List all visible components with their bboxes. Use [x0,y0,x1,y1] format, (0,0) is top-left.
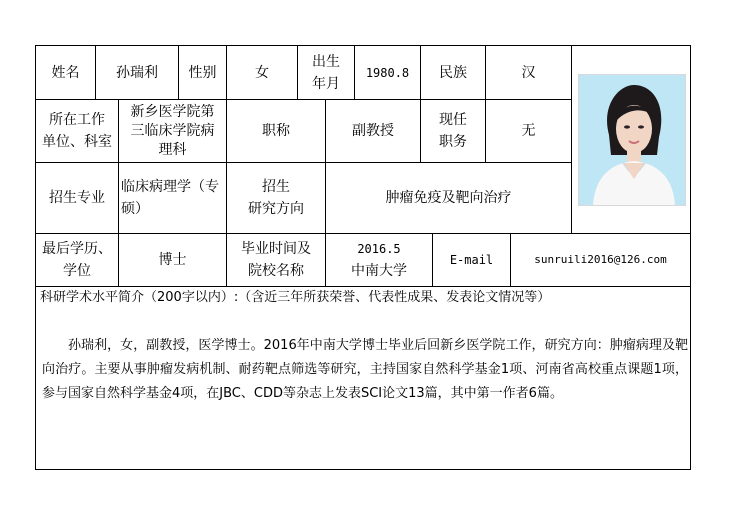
portrait-photo [578,74,686,206]
table-border-bottom [35,469,691,470]
birth-label: 出生 年月 [312,53,340,92]
major-value: 临床病理学（专 硕） [121,179,219,217]
birth-value: 1980.8 [365,65,410,80]
intro-body: 孙瑞利，女，副教授，医学博士。2016年中南大学博士毕业后回新乡医学院工作，研究方向：肿瘤病理及靶向治疗。主要从事肿瘤发病机制、耐药靶点筛选等研究，主持国家自然科学基金1项、河南省高校重点课题1项，参与国家自然科学基金4项，在JBC、CDD等杂志上发表SCI论文13篇，其中第一作者6篇。 [42,338,688,401]
portrait-icon [579,75,685,205]
workplace-label: 所在工作 单位、科室 [42,112,112,150]
research-label: 招生 研究方向 [248,179,304,217]
email-label: E-mail [449,253,494,267]
major-label: 招生专业 [49,190,105,206]
degree-value: 博士 [158,252,187,268]
email-value: sunruili2016@126.com [534,253,667,266]
position-label: 现任 职务 [439,112,467,150]
row-rule [35,286,691,287]
title-label: 职称 [262,123,290,139]
position-value: 无 [521,123,536,139]
gender-value: 女 [255,64,269,81]
intro-title: 科研学术水平简介（200字以内）:（含近三年所获荣誉、代表性成果、发表论文情况等） [40,290,551,305]
name-value: 孙瑞利 [116,64,158,81]
col-rule [571,45,572,233]
graduation-label: 毕业时间及 院校名称 [241,241,311,279]
table-border-right [690,45,691,470]
ethnicity-value: 汉 [521,64,536,81]
gender-label: 性别 [188,64,217,81]
research-value: 肿瘤免疫及靶向治疗 [385,190,512,206]
title-value: 副教授 [352,123,394,139]
col-rule [118,162,119,233]
name-label: 姓名 [51,64,80,81]
degree-label: 最后学历、 学位 [42,241,112,279]
workplace-value: 新乡医学院第 三临床学院病 理科 [130,103,215,158]
graduation-value: 2016.5 中南大学 [351,242,407,279]
ethnicity-label: 民族 [439,64,467,81]
